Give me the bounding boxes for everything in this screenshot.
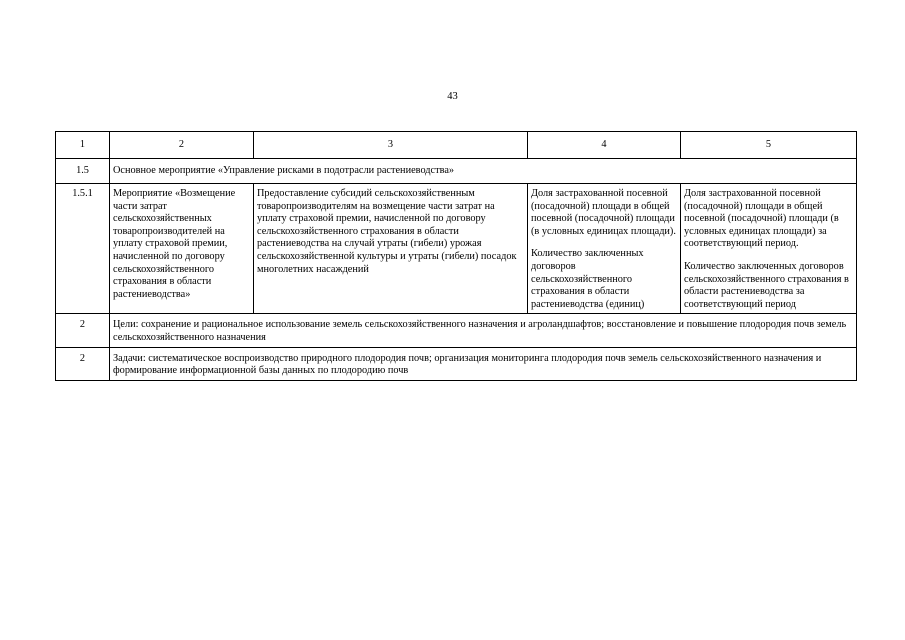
table-row [56, 347, 857, 380]
header-cell: 1 [56, 132, 110, 159]
tasks-text: Задачи: систематическое воспроизводство природного плодородия почв; организация мониторинга плодородия почв земель сельскохозяйственного назначения и формирование информационной базы данных по плодородию почв [110, 347, 857, 380]
indicator-text: Доля застрахованной посевной (посадочной) площади в общей посевной (посадочной) площади (в условных единицах площади). [531, 188, 676, 237]
row-number: 1.5.1 [56, 184, 110, 314]
header-cell: 4 [528, 132, 681, 159]
activity-description: Предоставление субсидий сельскохозяйственным товаропроизводителям на возмещение части затрат на уплату страховой премии, начисленной по договору сельскохозяйственного страхования в области растениеводства на случай утраты (гибели) урожая сельскохозяйственной культуры и утраты (гибели) посадок многолетних насаждений [254, 184, 528, 314]
table-header-row [56, 132, 857, 159]
header-cell: 3 [254, 132, 528, 159]
row-number: 2 [56, 314, 110, 347]
program-table [55, 131, 857, 381]
table-row [56, 314, 857, 347]
row-number: 1.5 [56, 159, 110, 184]
indicator-text: Количество заключенных договоров сельскохозяйственного страхования в области растениеводства (единиц) [531, 248, 645, 310]
goals-text: Цели: сохранение и рациональное использование земель сельскохозяйственного назначения и агроландшафтов; восстановление и повышение плодородия почв земель сельскохозяйственного назначения [110, 314, 857, 347]
header-cell: 2 [110, 132, 254, 159]
table-row [56, 184, 857, 314]
indicators-cell [681, 184, 857, 314]
header-cell: 5 [681, 132, 857, 159]
main-activity-title: Основное мероприятие «Управление рисками в подотрасли растениеводства» [110, 159, 857, 184]
indicators-cell [528, 184, 681, 314]
activity-name: Мероприятие «Возмещение части затрат сельскохозяйственных товаропроизводителей на уплату страховой премии, начисленной по договору сельскохозяйственного страхования в области растениеводства» [110, 184, 254, 314]
page-number: 43 [447, 91, 458, 102]
row-number: 2 [56, 347, 110, 380]
indicator-text: Количество заключенных договоров сельскохозяйственного страхования в области растениеводства за соответствующий период [684, 260, 849, 310]
indicator-text: Доля застрахованной посевной (посадочной) площади в общей посевной (посадочной) площади (в условных единицах площади) за соответствующий период. [684, 188, 839, 250]
table-row [56, 159, 857, 184]
